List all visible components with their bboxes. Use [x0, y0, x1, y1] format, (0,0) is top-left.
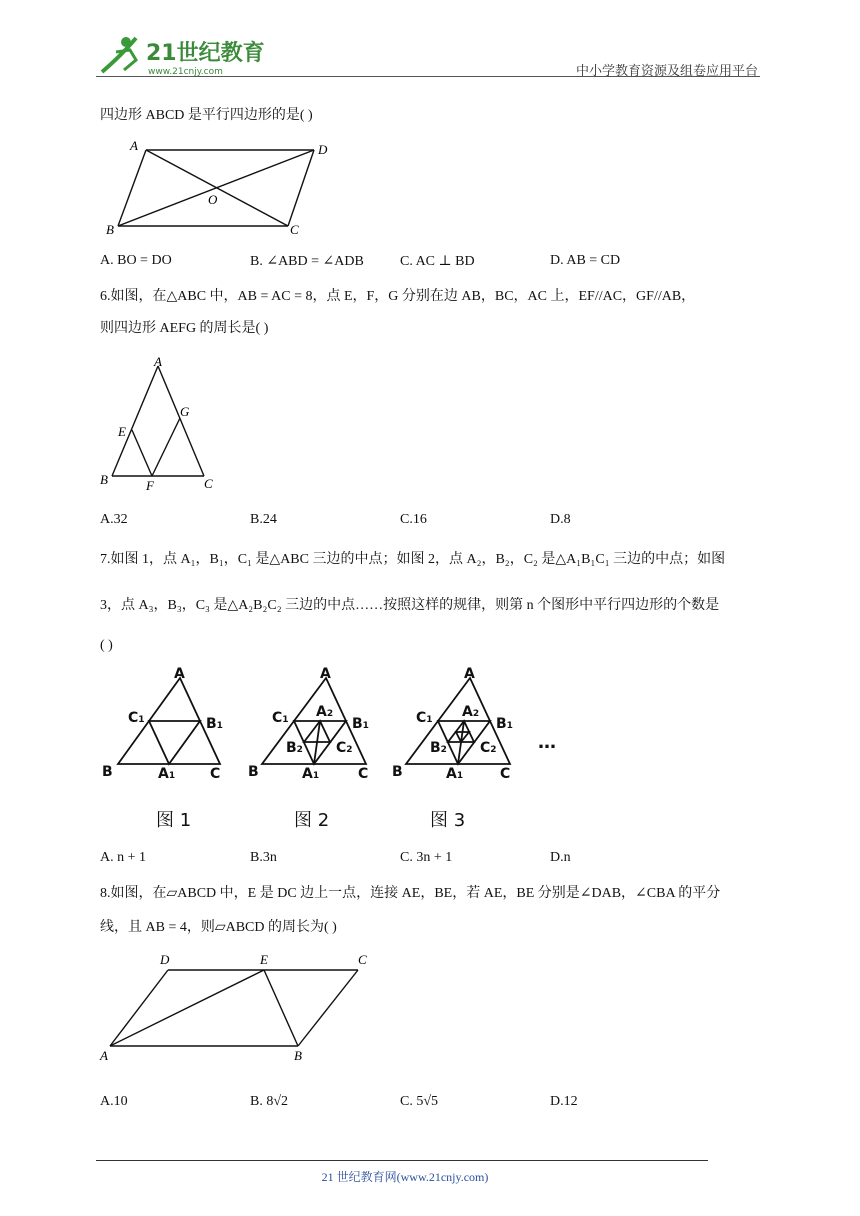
svg-text:B: B	[392, 764, 403, 780]
svg-text:B1: B1	[496, 716, 513, 732]
footer-divider	[96, 1160, 708, 1161]
q7-triangle-sequence-figure	[100, 664, 570, 840]
header-divider	[96, 76, 760, 77]
q6-label-g: G	[180, 404, 190, 419]
q8-option-c[interactable]: C. 5√5	[400, 1094, 439, 1109]
svg-text:A1: A1	[158, 766, 176, 782]
svg-text:C1: C1	[416, 710, 433, 726]
svg-text:B1: B1	[206, 716, 223, 732]
svg-text:A: A	[174, 666, 185, 682]
svg-text:C1: C1	[272, 710, 289, 726]
q6-stem-line2: 则四边形 AEFG 的周长是( )	[100, 321, 269, 336]
q5-parallelogram-figure	[100, 136, 340, 238]
footer-link[interactable]: 21 世纪教育网(www.21cnjy.com)	[321, 1170, 489, 1184]
q6-label-f: F	[146, 478, 154, 493]
svg-text:A: A	[320, 666, 331, 682]
q6-triangle-figure	[96, 354, 226, 494]
q8-option-a[interactable]: A.10	[100, 1094, 128, 1109]
logo-url: www.21cnjy.com	[148, 67, 223, 77]
q7-ellipsis: …	[538, 732, 556, 753]
q8-stem-line2: 线，且 AB = 4，则▱ABCD 的周长为( )	[100, 920, 337, 935]
platform-name: 中小学教育资源及组卷应用平台	[575, 64, 758, 79]
q5-label-c: C	[290, 222, 299, 237]
svg-text:B2: B2	[430, 740, 447, 756]
svg-text:C2: C2	[336, 740, 353, 756]
svg-text:B2: B2	[286, 740, 303, 756]
q5-option-b[interactable]: B. ∠ABD = ∠ADB	[250, 254, 364, 269]
q8-label-e: E	[260, 952, 268, 967]
svg-text:B1: B1	[352, 716, 369, 732]
svg-text:B: B	[248, 764, 259, 780]
q5-option-a[interactable]: A. BO = DO	[100, 253, 172, 268]
site-logo[interactable]	[96, 30, 266, 82]
logo-text: 21世纪教育	[146, 41, 265, 66]
q6-label-c: C	[204, 476, 213, 491]
q8-stem-line1: 8.如图，在▱ABCD 中，E 是 DC 边上一点，连接 AE，BE，若 AE，BE 分别是∠DAB，∠CBA 的平分	[100, 886, 721, 901]
svg-text:C: C	[210, 766, 221, 782]
q6-label-e: E	[118, 424, 126, 439]
q6-option-b[interactable]: B.24	[250, 512, 277, 527]
q8-label-d: D	[160, 952, 170, 967]
q7-option-d[interactable]: D.n	[550, 850, 571, 865]
q7-option-c[interactable]: C. 3n + 1	[400, 850, 453, 865]
q8-option-d[interactable]: D.12	[550, 1094, 578, 1109]
q7-option-b[interactable]: B.3n	[250, 850, 277, 865]
q7-caption-1: 图 1	[156, 810, 192, 831]
q8-label-b: B	[294, 1048, 302, 1063]
q7-stem-line3: ( )	[100, 638, 113, 653]
svg-text:A: A	[464, 666, 475, 682]
q6-option-d[interactable]: D.8	[550, 512, 571, 527]
q7-caption-3: 图 3	[430, 810, 466, 831]
svg-text:A2: A2	[316, 704, 334, 720]
svg-text:C1: C1	[128, 710, 145, 726]
q8-label-c: C	[358, 952, 367, 967]
q5-stem: 四边形 ABCD 是平行四边形的是( )	[100, 108, 313, 123]
q8-parallelogram-figure	[96, 948, 386, 1064]
svg-text:B: B	[102, 764, 113, 780]
q6-stem-line1: 6.如图，在△ABC 中，AB = AC = 8，点 E，F，G 分别在边 AB，BC，AC 上，EF//AC，GF//AB，	[100, 289, 696, 304]
q5-label-a: A	[130, 138, 138, 153]
q7-stem-line1: 7.如图 1，点 A₁，B₁，C₁ 是△ABC 三边的中点；如图 2，点 A₂，B₂，C₂ 是△A₁B₁C₁ 三边的中点；如图	[100, 552, 726, 567]
q8-option-b[interactable]: B. 8√2	[250, 1094, 289, 1109]
q6-option-c[interactable]: C.16	[400, 512, 427, 527]
q8-label-a: A	[100, 1048, 108, 1063]
q6-label-b: B	[100, 472, 108, 487]
svg-text:C2: C2	[480, 740, 497, 756]
q5-label-b: B	[106, 222, 114, 237]
q5-option-c[interactable]: C. AC ⊥ BD	[400, 254, 475, 269]
q6-option-a[interactable]: A.32	[100, 512, 128, 527]
svg-text:A1: A1	[446, 766, 464, 782]
svg-text:A1: A1	[302, 766, 320, 782]
svg-text:C: C	[358, 766, 369, 782]
q7-option-a[interactable]: A. n + 1	[100, 850, 147, 865]
q5-label-d: D	[318, 142, 328, 157]
svg-text:A2: A2	[462, 704, 480, 720]
svg-text:C: C	[500, 766, 511, 782]
q7-caption-2: 图 2	[294, 810, 330, 831]
q5-option-d[interactable]: D. AB = CD	[550, 253, 621, 268]
q5-label-o: O	[208, 192, 218, 207]
q7-stem-line2: 3，点 A₃，B₃，C₃ 是△A₂B₂C₂ 三边的中点……按照这样的规律，则第 n 个图形中平行四边形的个数是	[100, 598, 720, 613]
q6-label-a: A	[154, 354, 162, 369]
